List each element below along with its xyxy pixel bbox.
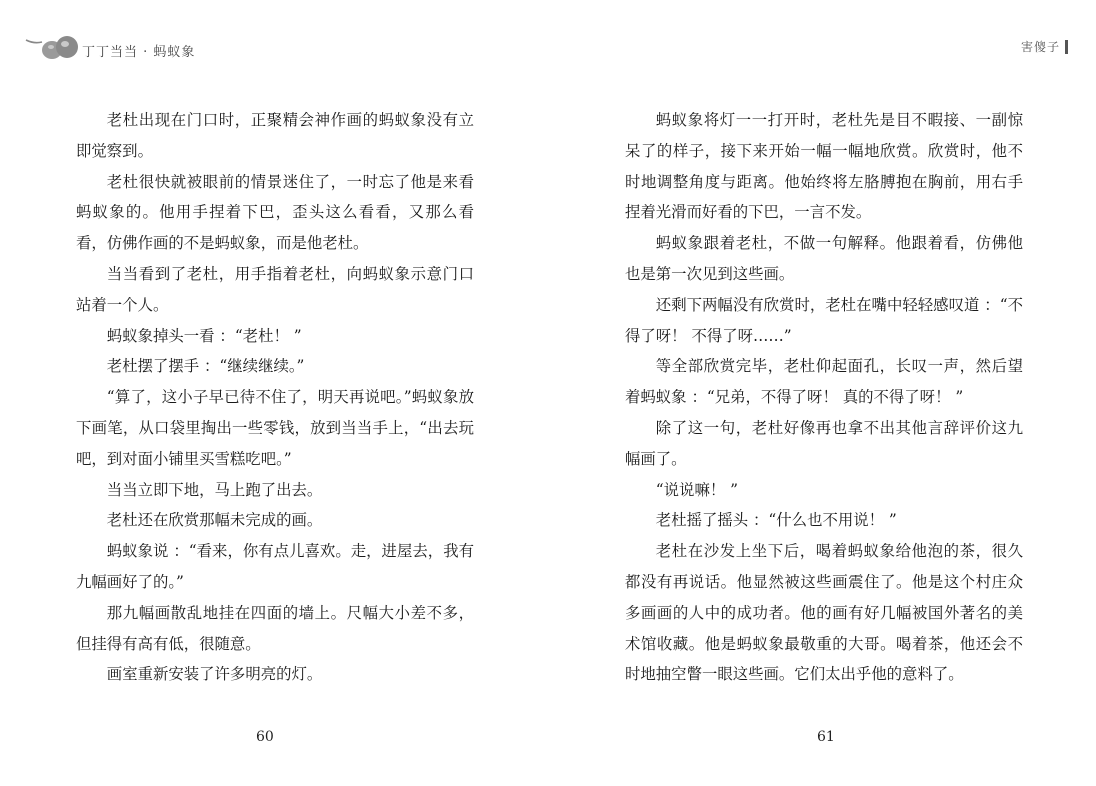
paragraph: “说说嘛！ ”: [655, 480, 738, 499]
paragraph: 蚂蚁象说 ：“看来，你有点儿喜欢。走，进屋去，我有九幅画好了的。”: [76, 542, 474, 591]
paragraph: 除了这一句，老杜好像再也拿不出其他言辞评价这九幅画了。: [625, 418, 1023, 468]
paragraph: 还剩下两幅没有欣赏时，老杜在嘴中轻轻感叹道 ：“不得了呀！ 不得了呀……”: [625, 295, 1023, 345]
paragraph: 老杜摆了摆手 ：“继续继续。”: [106, 357, 305, 376]
paragraph: 老杜在沙发上坐下后，喝着蚂蚁象给他泡的茶，很久都没有再说话。他显然被这些画震住了。他是这个村庄众多画画的人中的成功者。他的画有好几幅被国外著名的美术馆收藏。他是蚂蚁象最敬重的大哥。喝着茶，他还会不时地抽空瞥一眼这些画。它们太出乎他的意料了。: [625, 542, 1023, 684]
paragraph: 蚂蚁象掉头一看 ：“老杜！ ”: [106, 326, 302, 345]
page-number-left: 60: [256, 729, 274, 745]
paragraph: 老杜出现在门口时，正聚精会神作画的蚂蚁象没有立即觉察到。: [76, 111, 474, 160]
paragraph: 那九幅画散乱地挂在四面的墙上。尺幅大小差不多，但挂得有高有低，很随意。: [76, 603, 474, 653]
running-header-left: [24, 30, 195, 64]
paragraph: 当当看到了老杜，用手指着老杜，向蚂蚁象示意门口站着一个人。: [76, 264, 474, 314]
paragraph: 等全部欣赏完毕，老杜仰起面孔，长叹一声，然后望着蚂蚁象 ：“兄弟，不得了呀！ 真的不得了呀！ ”: [625, 357, 1023, 407]
calabash-logo-icon: [24, 30, 80, 64]
paragraph: 当当立即下地，马上跑了出去。: [106, 480, 323, 499]
running-header-right: [1021, 38, 1068, 55]
paragraph: 老杜还在欣赏那幅未完成的画。: [106, 511, 323, 530]
paragraph: 画室重新安装了许多明亮的灯。: [106, 665, 323, 684]
page-number-right: 61: [817, 729, 835, 745]
paragraph: “算了，这小子早已待不住了，明天再说吧。”蚂蚁象放下画笔，从口袋里掏出一些零钱，放到当当手上，“出去玩吧，到对面小铺里买雪糕吃吧。”: [76, 388, 474, 468]
paragraph: 蚂蚁象将灯一一打开时，老杜先是目不暇接、一副惊呆了的样子，接下来开始一幅一幅地欣赏。欣赏时，他不时地调整角度与距离。他始终将左胳膊抱在胸前，用右手捏着光滑而好看的下巴，一言不发。: [625, 111, 1023, 222]
paragraph: 老杜摇了摇头 ：“什么也不用说！ ”: [655, 511, 897, 530]
right-page-body: [625, 105, 1023, 690]
paragraph: 蚂蚁象跟着老杜，不做一句解释。他跟着看，仿佛他也是第一次见到这些画。: [625, 234, 1023, 283]
series-title: 丁丁当当 · 蚂蚁象: [82, 44, 196, 60]
header-divider-bar: [1065, 40, 1068, 54]
paragraph: 老杜很快就被眼前的情景迷住了，一时忘了他是来看蚂蚁象的。他用手捏着下巴，歪头这么看看，又那么看看，仿佛作画的不是蚂蚁象，而是他老杜。: [76, 172, 474, 253]
left-page-body: [76, 105, 474, 690]
section-title: 害傻子: [1020, 40, 1060, 54]
